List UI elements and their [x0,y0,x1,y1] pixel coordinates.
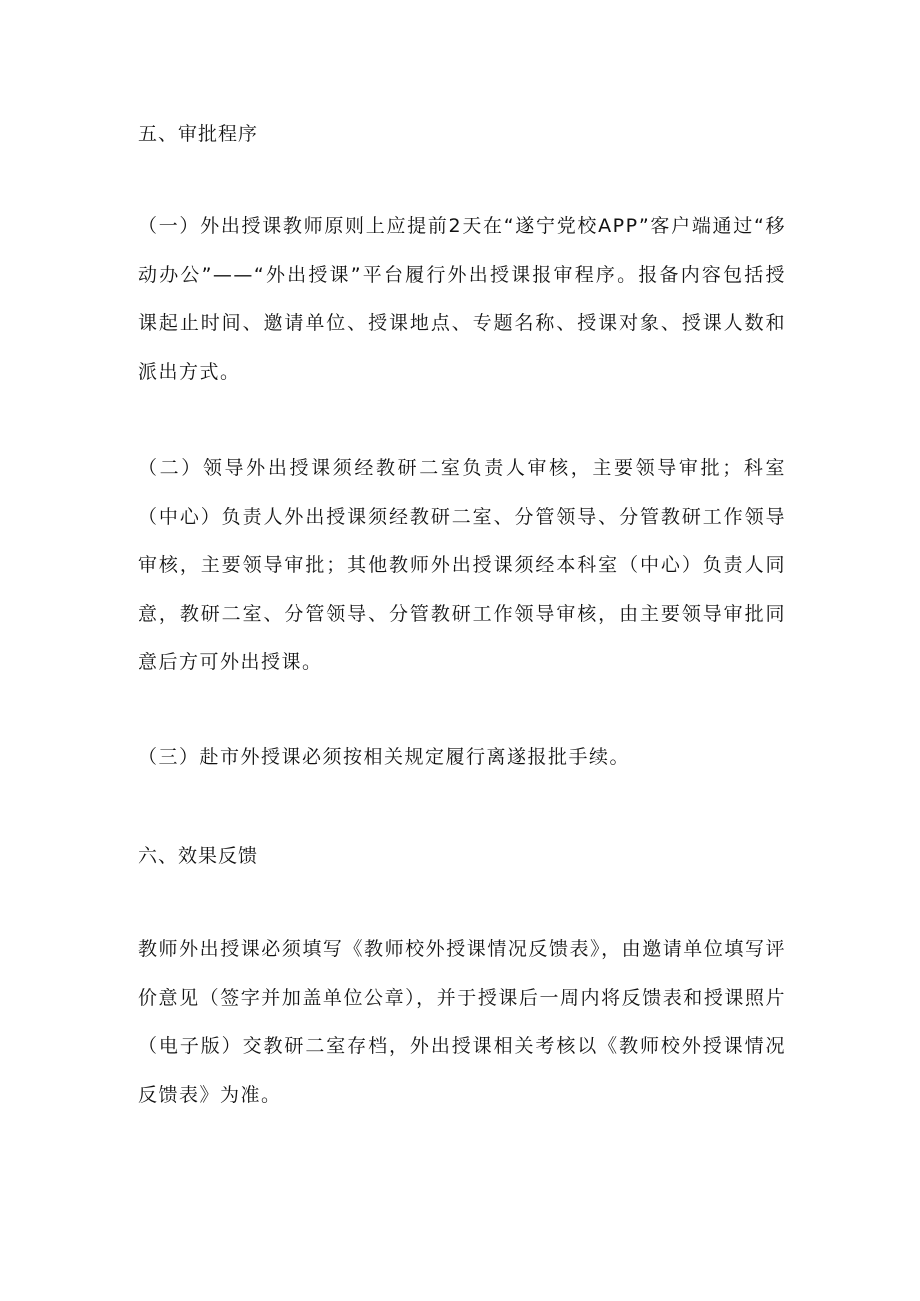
section-heading-approval-procedure: 五、审批程序 [138,123,259,145]
paragraph-feedback: 教师外出授课必须填写《教师校外授课情况反馈表》，由邀请单位填写评价意见（签字并加盖单位公章），并于授课后一周内将反馈表和授课照片（电子版）交教研二室存档，外出授课相关考核以《教师校外授课情况反馈表》为准。 [138,938,786,1106]
paragraph-approval-step-3: （三）赴市外授课必须按相关规定履行离遂报批手续。 [138,746,631,768]
paragraph-approval-step-1: （一）外出授课教师原则上应提前2天在“遂宁党校APP”客户端通过“移动办公”——“外出授课”平台履行外出授课报审程序。报备内容包括授课起止时间、邀请单位、授课地点、专题名称、授课对象、授课人数和派出方式。 [138,215,786,383]
section-heading-effect-feedback: 六、效果反馈 [138,845,259,867]
paragraph-approval-step-2: （二）领导外出授课须经教研二室负责人审核，主要领导审批；科室（中心）负责人外出授课须经教研二室、分管领导、分管教研工作领导审核，主要领导审批；其他教师外出授课须经本科室（中心）负责人同意，教研二室、分管领导、分管教研工作领导审核，由主要领导审批同意后方可外出授课。 [138,457,786,673]
